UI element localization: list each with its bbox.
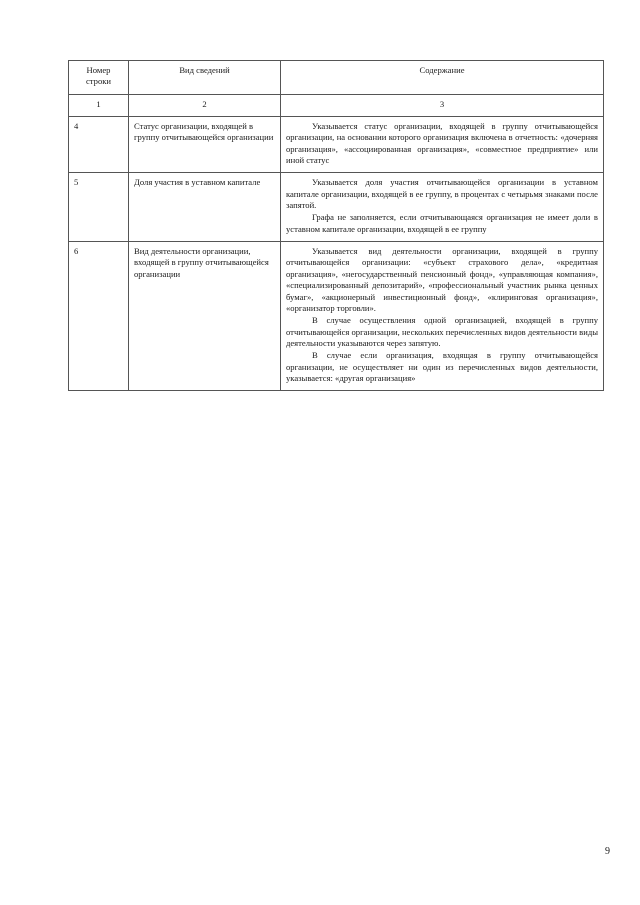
column-header-row-number: Номер строки bbox=[69, 61, 129, 95]
column-number-1: 1 bbox=[69, 94, 129, 116]
table-column-numbers-row bbox=[69, 94, 604, 116]
table-row bbox=[69, 173, 604, 242]
column-header-kind: Вид сведений bbox=[129, 61, 281, 95]
row-content-paragraph: Указывается статус организации, входящей в группу отчитывающейся организации, на основании которого организация включена в отчетность: «дочерняя организация», «ассоциированная организация», «совместное предприятие» или иной статус bbox=[286, 121, 598, 166]
row-kind: Вид деятельности организации, входящей в группу отчитывающейся организации bbox=[129, 242, 281, 391]
page-number: 9 bbox=[605, 846, 610, 857]
row-number: 6 bbox=[69, 242, 129, 391]
table-row bbox=[69, 242, 604, 391]
row-kind: Статус организации, входящей в группу отчитывающейся организации bbox=[129, 117, 281, 173]
row-number: 5 bbox=[69, 173, 129, 242]
row-content-paragraph: В случае если организация, входящая в группу отчитывающейся организации, не осуществляет ни один из перечисленных видов деятельности, указывается: «другая организация» bbox=[286, 350, 598, 383]
row-kind: Доля участия в уставном капитале bbox=[129, 173, 281, 242]
table-row bbox=[69, 117, 604, 173]
column-number-2: 2 bbox=[129, 94, 281, 116]
row-content-paragraph: Указывается доля участия отчитывающейся организации в уставном капитале организации, входящей в ее группу, в процентах с четырьмя знаками после запятой. bbox=[286, 177, 598, 211]
requirements-table bbox=[68, 60, 604, 391]
row-number: 4 bbox=[69, 117, 129, 173]
row-content-paragraph: Указывается вид деятельности организации, входящей в группу отчитывающейся организации: «субъект страхового дела», «кредитная организация», «негосударственный пенсионный фонд», «управляющая компания», «специализированный депозитарий», «профессиональный участник рынка ценных бумаг», «акционерный инвестиционный фонд», «клиринговая организация», «организатор торговли». bbox=[286, 246, 598, 313]
table-header-row bbox=[69, 61, 604, 95]
row-content bbox=[281, 173, 604, 242]
column-header-content: Содержание bbox=[281, 61, 604, 95]
row-content-paragraph: В случае осуществления одной организацией, входящей в группу отчитывающейся организации, нескольких перечисленных видов деятельности виды деятельности указываются через запятую. bbox=[286, 315, 598, 348]
column-number-3: 3 bbox=[281, 94, 604, 116]
row-content bbox=[281, 242, 604, 391]
row-content bbox=[281, 117, 604, 173]
row-content-paragraph: Графа не заполняется, если отчитывающаяся организация не имеет доли в уставном капитале организации, входящей в ее группу bbox=[286, 212, 598, 234]
